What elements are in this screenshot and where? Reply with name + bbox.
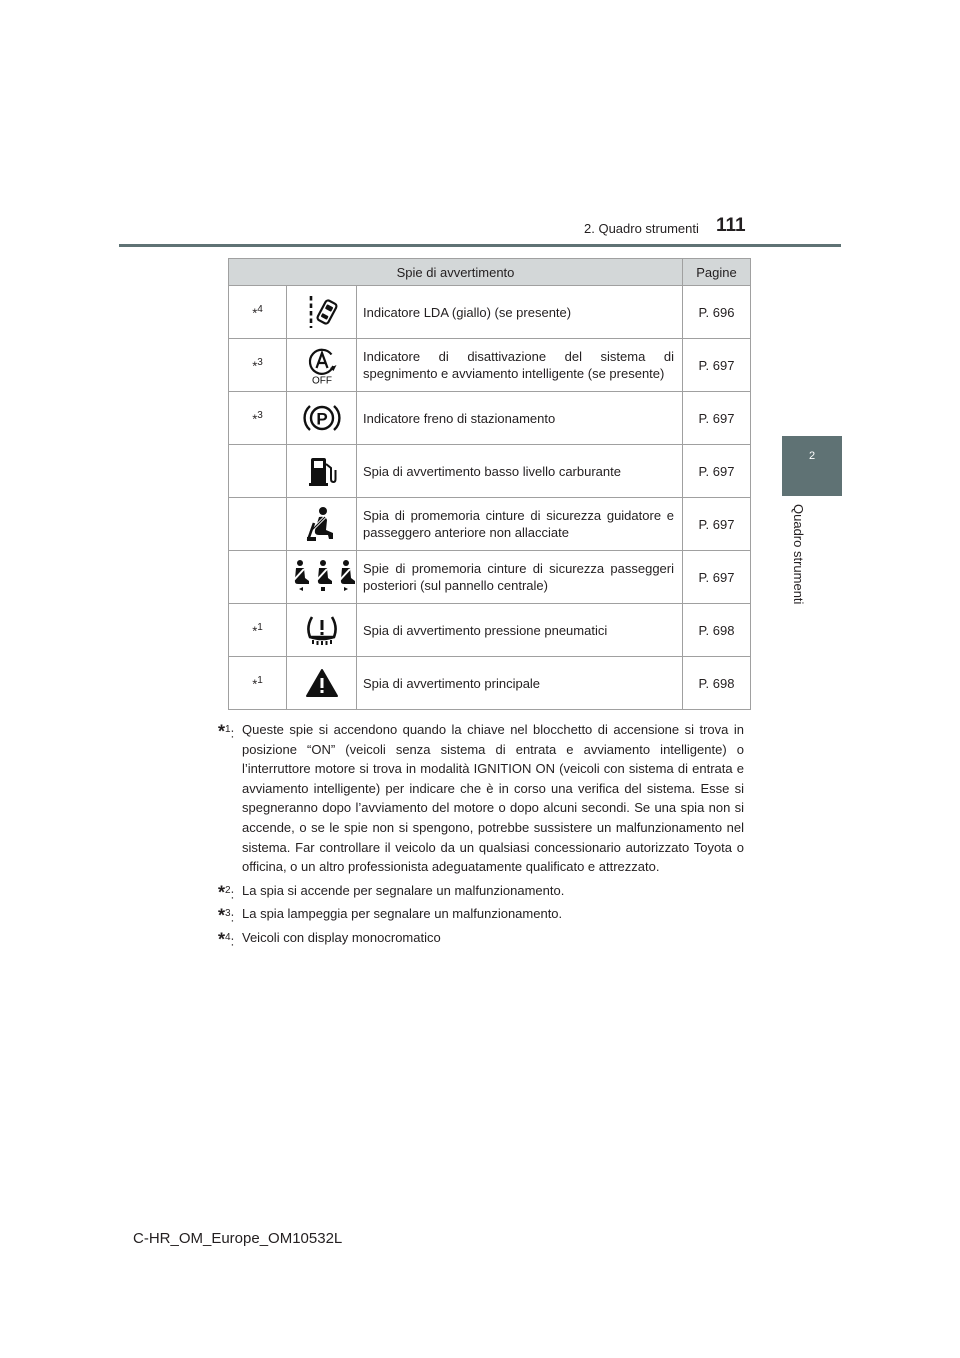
row-page: P. 697	[683, 339, 751, 392]
row-description: Spia di avvertimento principale	[357, 657, 683, 710]
footnote-label: *$^3$:	[218, 905, 235, 926]
table-row	[229, 551, 751, 604]
row-page: P. 698	[683, 657, 751, 710]
stop-start-off-icon	[287, 339, 357, 392]
section-title: 2. Quadro strumenti	[584, 221, 699, 236]
chapter-number: 2	[808, 450, 816, 462]
chapter-title: Quadro strumenti	[791, 504, 806, 605]
footnote-mark	[229, 445, 287, 498]
table-row	[229, 657, 751, 710]
footnote-mark: *$^3$	[229, 339, 287, 392]
footnote-label: *$^4$:	[218, 929, 235, 950]
row-description: Spia di promemoria cinture di sicurezza guidatore e passeggero anteriore non allacciate	[357, 498, 683, 551]
footnote-label: *$^2$:	[218, 882, 235, 903]
chapter-tab	[782, 436, 842, 496]
row-page: P. 698	[683, 604, 751, 657]
table-row	[229, 604, 751, 657]
svg-text:P: P	[315, 409, 328, 429]
table-header-row	[229, 259, 751, 286]
tire-pressure-icon	[287, 604, 357, 657]
footnote-mark: *$^1$	[229, 657, 287, 710]
footnote-mark	[229, 498, 287, 551]
row-page: P. 696	[683, 286, 751, 339]
warning-lights-table	[228, 258, 751, 710]
header-divider	[119, 244, 841, 247]
footnote-mark: *$^3$	[229, 392, 287, 445]
rear-seatbelts-icon	[287, 551, 357, 604]
row-description: Spia di avvertimento pressione pneumatici	[357, 604, 683, 657]
document-id: C-HR_OM_Europe_OM10532L	[133, 1230, 343, 1247]
page-number: 111	[716, 215, 746, 236]
parking-brake-icon	[287, 392, 357, 445]
table-row	[229, 286, 751, 339]
footnote-text: La spia lampeggia per segnalare un malfunzionamento.	[242, 906, 563, 922]
footnote-text: La spia si accende per segnalare un malfunzionamento.	[242, 882, 565, 898]
lda-icon	[287, 286, 357, 339]
row-description: Indicatore LDA (giallo) (se presente)	[357, 286, 683, 339]
table-row	[229, 392, 751, 445]
table-row	[229, 445, 751, 498]
footnote-text: Veicoli con display monocromatico	[242, 929, 441, 945]
col-header-warning: Spie di avvertimento	[229, 259, 683, 286]
row-page: P. 697	[683, 445, 751, 498]
row-description: Spia di avvertimento basso livello carburante	[357, 445, 683, 498]
footnote-1	[218, 720, 744, 877]
footnote-3	[218, 904, 744, 924]
row-page: P. 697	[683, 498, 751, 551]
table-row	[229, 498, 751, 551]
footnote-text: Queste spie si accendono quando la chiave nel blocchetto di accensione si trova in posizione “ON” (veicoli senza sistema di entrata e avviamento intelligente) o l’interruttore motore si trova in modalità IGNITION ON (veicoli con sistema di entrata e avviamento intelligente) per indicare che è in corso una verifica del sistema. Esse si spegneranno dopo l’avviamento del motore o dopo alcuni secondi. Se una spia non si accende, o se le spie non si spengono, potrebbe sussistere un malfunzionamento nel sistema. Far controllare il veicolo da un qualsiasi concessionario autorizzato Toyota o officina, o un altro professionista adeguatamente qualificato e attrezzato.	[242, 722, 744, 875]
footnote-2	[218, 881, 744, 901]
footnote-mark: *$^4$	[229, 286, 287, 339]
row-description: Indicatore di disattivazione del sistema di spegnimento e avviamento intelligente (se presente)	[357, 339, 683, 392]
footnote-mark: *$^1$	[229, 604, 287, 657]
row-description: Spie di promemoria cinture di sicurezza passeggeri posteriori (sul pannello centrale)	[357, 551, 683, 604]
table-row	[229, 339, 751, 392]
row-page: P. 697	[683, 392, 751, 445]
fuel-pump-icon	[287, 445, 357, 498]
footnote-mark	[229, 551, 287, 604]
footnote-4	[218, 928, 744, 948]
seatbelt-icon	[287, 498, 357, 551]
master-warning-icon	[287, 657, 357, 710]
footnote-label: *$^1$:	[218, 721, 235, 742]
row-page: P. 697	[683, 551, 751, 604]
svg-text:OFF: OFF	[311, 375, 332, 385]
row-description: Indicatore freno di stazionamento	[357, 392, 683, 445]
col-header-pages: Pagine	[683, 259, 751, 286]
footnotes	[218, 720, 744, 952]
